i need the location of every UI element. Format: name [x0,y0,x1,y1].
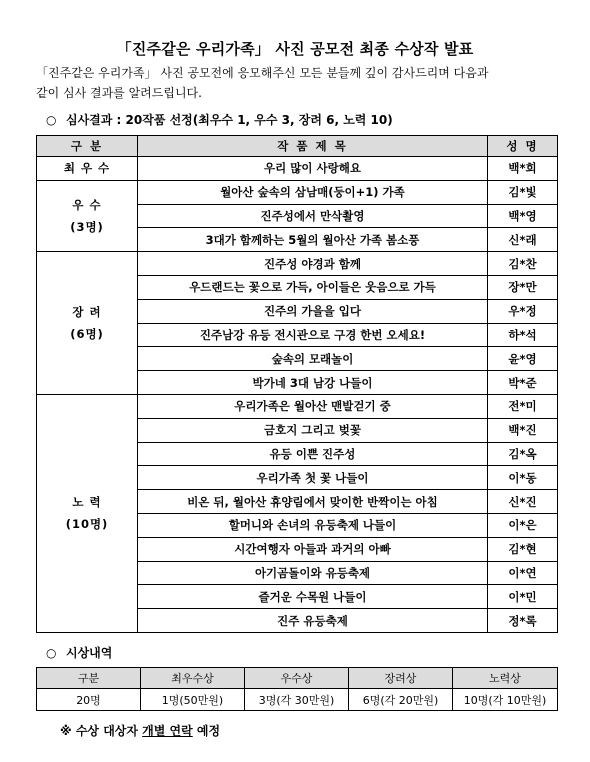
winner-name: 백*영 [488,204,558,228]
winner-name: 이*민 [488,585,558,609]
table-row [37,157,558,181]
award-value-effort: 10명(각 10만원) [453,689,558,711]
table-row [37,394,558,418]
winner-name: 백*진 [488,418,558,442]
work-title: 아기곰돌이와 유등축제 [138,561,488,585]
work-title: 시간여행자 아들과 과거의 아빠 [138,537,488,561]
award-header-excellence: 우수상 [245,668,349,689]
category-label: 우 수 [72,197,102,212]
result-body [37,157,558,633]
winner-name: 김*찬 [488,252,558,276]
work-title: 비온 뒤, 월아산 휴양림에서 맞이한 반짝이는 아침 [138,490,488,514]
winner-name: 우*정 [488,299,558,323]
winner-name: 신*래 [488,228,558,252]
winner-name: 하*석 [488,323,558,347]
winner-name: 전*미 [488,394,558,418]
winner-name: 백*희 [488,157,558,181]
category-label: 노 력 [72,495,102,510]
work-title: 즐거운 수목원 나들이 [138,585,488,609]
intro-line-2: 같이 심사 결과를 알려드립니다. [36,86,202,100]
category-cell [37,157,138,181]
work-title: 우리가족은 월아산 맨발걷기 중 [138,394,488,418]
award-header-division: 구분 [37,668,141,689]
category-count: (3명) [70,219,104,234]
category-count: (10명) [65,517,109,532]
award-header-row [37,668,558,689]
work-title: 3대가 함께하는 5월의 월아산 가족 봄소풍 [138,228,488,252]
award-header-grand: 최우수상 [141,668,245,689]
work-title: 금호지 그리고 벚꽃 [138,418,488,442]
header-name: 성 명 [488,136,558,157]
category-cell [37,180,138,251]
award-heading [46,644,112,661]
winner-name: 이*은 [488,513,558,537]
award-table [36,667,558,711]
note-suffix: 예정 [192,724,221,738]
header-title: 작 품 제 목 [138,136,488,157]
work-title: 진주성에서 만삭촬영 [138,204,488,228]
winner-name: 장*만 [488,275,558,299]
header-category: 구 분 [37,136,138,157]
winner-name: 이*연 [488,561,558,585]
result-heading-text: 심사결과 : 20작품 선정(최우수 1, 우수 3, 장려 6, 노력 10) [66,113,393,127]
award-header-effort: 노력상 [453,668,558,689]
contact-note [60,722,220,739]
result-heading [46,111,393,128]
award-value-encouragement: 6명(각 20만원) [349,689,453,711]
award-value-excellence: 3명(각 30만원) [245,689,349,711]
winner-name: 김*옥 [488,442,558,466]
circle-bullet-icon: ○ [46,646,57,660]
work-title: 우드랜드는 꽃으로 가득, 아이들은 웃음으로 가득 [138,275,488,299]
category-cell [37,252,138,395]
work-title: 진주성 야경과 함께 [138,252,488,276]
work-title: 진주 유등축제 [138,609,488,633]
work-title: 월아산 숲속의 삼남매(둥이+1) 가족 [138,180,488,204]
work-title: 진주의 가을을 입다 [138,299,488,323]
intro-text [36,63,558,103]
award-value-row [37,689,558,711]
winner-name: 이*동 [488,466,558,490]
award-value-grand: 1명(50만원) [141,689,245,711]
category-label: 최 우 수 [63,161,111,176]
work-title: 유등 이쁜 진주성 [138,442,488,466]
result-table [36,135,558,633]
result-header-row [37,136,558,157]
winner-name: 김*빛 [488,180,558,204]
winner-name: 김*현 [488,537,558,561]
note-underlined: 개별 연락 [142,724,193,738]
work-title: 진주남강 유등 전시관으로 구경 한번 오세요! [138,323,488,347]
work-title: 우리 많이 사랑해요 [138,157,488,181]
note-prefix: ※ 수상 대상자 [60,724,143,738]
category-label: 장 려 [72,305,102,320]
category-count: (6명) [70,327,104,342]
work-title: 숲속의 모래놀이 [138,347,488,371]
award-heading-text: 시상내역 [66,646,113,660]
page-title: 「진주같은 우리가족」 사진 공모전 최종 수상작 발표 [116,40,474,58]
winner-name: 정*록 [488,609,558,633]
category-cell [37,394,138,632]
work-title: 할머니와 손녀의 유등축제 나들이 [138,513,488,537]
award-value-total: 20명 [37,689,141,711]
winner-name: 신*진 [488,490,558,514]
table-row [37,180,558,204]
work-title: 우리가족 첫 꽃 나들이 [138,466,488,490]
table-row [37,252,558,276]
circle-bullet-icon: ○ [46,113,57,127]
work-title: 박가네 3대 남강 나들이 [138,371,488,395]
award-header-encouragement: 장려상 [349,668,453,689]
intro-line-1: 「진주같은 우리가족」 사진 공모전에 응모해주신 모든 분들께 깊이 감사드리며 다음과 [36,66,489,80]
winner-name: 윤*영 [488,347,558,371]
winner-name: 박*준 [488,371,558,395]
